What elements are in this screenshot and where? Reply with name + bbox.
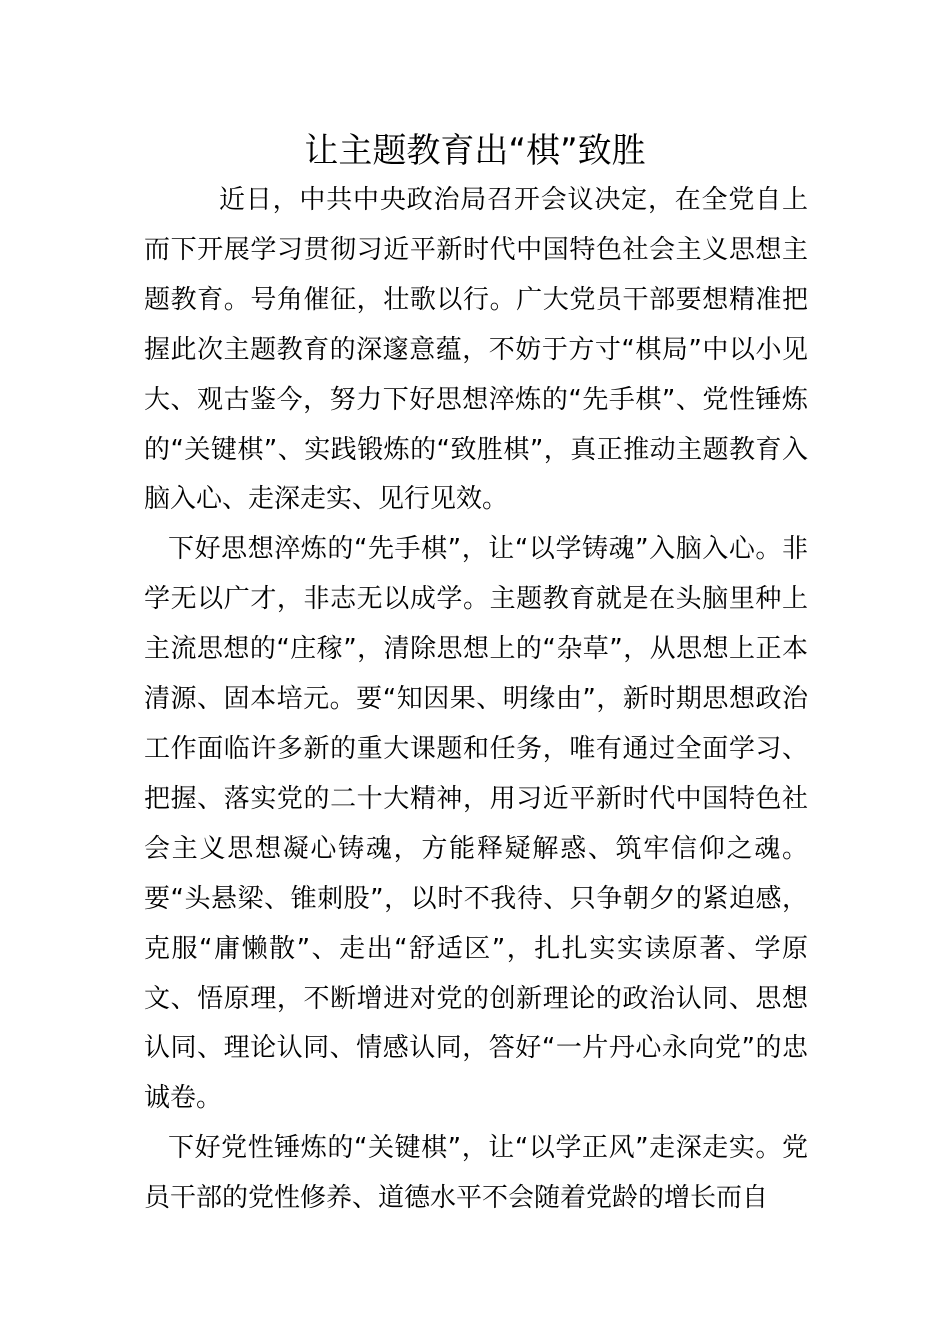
- document-body: [144, 176, 808, 1224]
- document-title: 让主题教育出“棋”致胜: [304, 131, 646, 171]
- paragraph-thought-tempering: 下好思想淬炼的“先手棋”，让“以学铸魂”入脑入心。非学无以广才，非志无以成学。主题教育就是在头脑里种上主流思想的“庄稼”，清除思想上的“杂草”，从思想上正本清源、固本培元。要“知因果、明缘由”，新时期思想政治工作面临许多新的重大课题和任务，唯有通过全面学习、把握、落实党的二十大精神，用习近平新时代中国特色社会主义思想凝心铸魂，方能释疑解惑、筑牢信仰之魂。要“头悬梁、锥刺股”，以时不我待、只争朝夕的紧迫感，克服“庸懒散”、走出“舒适区”，扎扎实实读原著、学原文、悟原理，不断增进对党的创新理论的政治认同、思想认同、理论认同、情感认同，答好“一片丹心永向党”的忠诚卷。: [144, 534, 808, 1114]
- paragraph-intro: 近日，中共中央政治局召开会议决定，在全党自上而下开展学习贯彻习近平新时代中国特色社会主义思想主题教育。号角催征，壮歌以行。广大党员干部要想精准把握此次主题教育的深邃意蕴，不妨于方寸“棋局”中以小见大、观古鉴今，努力下好思想淬炼的“先手棋”、党性锤炼的“关键棋”、实践锻炼的“致胜棋”，真正推动主题教育入脑入心、走深走实、见行见效。: [144, 185, 808, 515]
- paragraph-party-spirit: 下好党性锤炼的“关键棋”，让“以学正风”走深走实。党员干部的党性修养、道德水平不会随着党龄的增长而自: [144, 1133, 808, 1214]
